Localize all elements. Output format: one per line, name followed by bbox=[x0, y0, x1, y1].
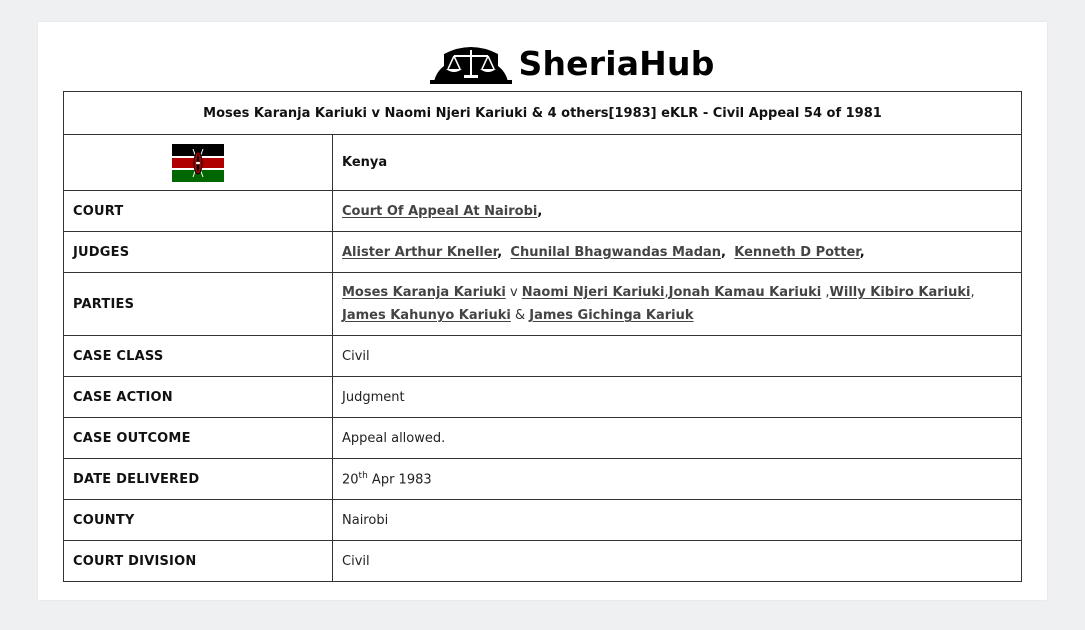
judges-value bbox=[333, 232, 1022, 273]
case-outcome-value: Appeal allowed. bbox=[333, 418, 1022, 459]
court-division-label: COURT DIVISION bbox=[64, 541, 333, 582]
party-link[interactable]: Willy Kibiro Kariuki bbox=[829, 285, 971, 300]
date-delivered-row bbox=[64, 459, 1022, 500]
case-action-label: CASE ACTION bbox=[64, 377, 333, 418]
party-link[interactable]: James Gichinga Kariuk bbox=[529, 308, 694, 323]
case-card bbox=[38, 22, 1047, 600]
date-delivered-value bbox=[333, 459, 1022, 500]
country-name: Kenya bbox=[333, 135, 1022, 191]
party-link[interactable]: Jonah Kamau Kariuki bbox=[668, 285, 822, 300]
party-separator: , bbox=[970, 285, 975, 300]
versus-text: v bbox=[509, 285, 518, 300]
judge-link[interactable]: Kenneth D Potter bbox=[734, 244, 860, 260]
case-outcome-label: CASE OUTCOME bbox=[64, 418, 333, 459]
case-outcome-row bbox=[64, 418, 1022, 459]
judge-link[interactable]: Alister Arthur Kneller bbox=[342, 244, 498, 260]
case-class-value: Civil bbox=[333, 336, 1022, 377]
court-division-row bbox=[64, 541, 1022, 582]
county-row bbox=[64, 500, 1022, 541]
party-link[interactable]: James Kahunyo Kariuki bbox=[342, 308, 511, 323]
ampersand-text: & bbox=[515, 308, 526, 323]
flag-cell bbox=[64, 135, 333, 191]
case-action-value: Judgment bbox=[333, 377, 1022, 418]
kenya-flag-icon bbox=[172, 144, 224, 182]
case-class-label: CASE CLASS bbox=[64, 336, 333, 377]
court-value bbox=[333, 191, 1022, 232]
parties-label: PARTIES bbox=[64, 273, 333, 336]
court-trail: , bbox=[537, 203, 543, 219]
date-day: 20 bbox=[342, 472, 359, 488]
party-link[interactable]: Naomi Njeri Kariuki bbox=[521, 285, 665, 300]
case-title-row bbox=[64, 92, 1022, 135]
case-action-row bbox=[64, 377, 1022, 418]
parties-row bbox=[64, 273, 1022, 336]
judge-separator: , bbox=[497, 244, 503, 260]
court-row bbox=[64, 191, 1022, 232]
brand-logo-link[interactable] bbox=[430, 42, 714, 84]
party-separator: , bbox=[825, 285, 830, 300]
county-label: COUNTY bbox=[64, 500, 333, 541]
judges-trail: , bbox=[859, 244, 865, 260]
judges-row bbox=[64, 232, 1022, 273]
brand-header bbox=[38, 40, 1047, 86]
county-value: Nairobi bbox=[333, 500, 1022, 541]
scales-of-justice-icon bbox=[430, 42, 512, 84]
judge-separator: , bbox=[721, 244, 726, 260]
case-details-table bbox=[63, 91, 1022, 582]
date-day-suffix: th bbox=[358, 470, 368, 481]
court-link[interactable]: Court Of Appeal At Nairobi bbox=[342, 203, 538, 219]
court-division-value: Civil bbox=[333, 541, 1022, 582]
case-class-row bbox=[64, 336, 1022, 377]
date-delivered-label: DATE DELIVERED bbox=[64, 459, 333, 500]
court-label: COURT bbox=[64, 191, 333, 232]
country-row bbox=[64, 135, 1022, 191]
party-separator: , bbox=[664, 285, 669, 300]
parties-value bbox=[333, 273, 1022, 336]
judge-link[interactable]: Chunilal Bhagwandas Madan bbox=[510, 244, 722, 260]
party-link[interactable]: Moses Karanja Kariuki bbox=[342, 285, 506, 300]
date-rest: Apr 1983 bbox=[371, 472, 432, 488]
case-title: Moses Karanja Kariuki v Naomi Njeri Kariuki & 4 others[1983] eKLR - Civil Appeal 54 of 1981 bbox=[64, 92, 1022, 135]
judges-label: JUDGES bbox=[64, 232, 333, 273]
brand-name: SheriaHub bbox=[518, 43, 715, 83]
